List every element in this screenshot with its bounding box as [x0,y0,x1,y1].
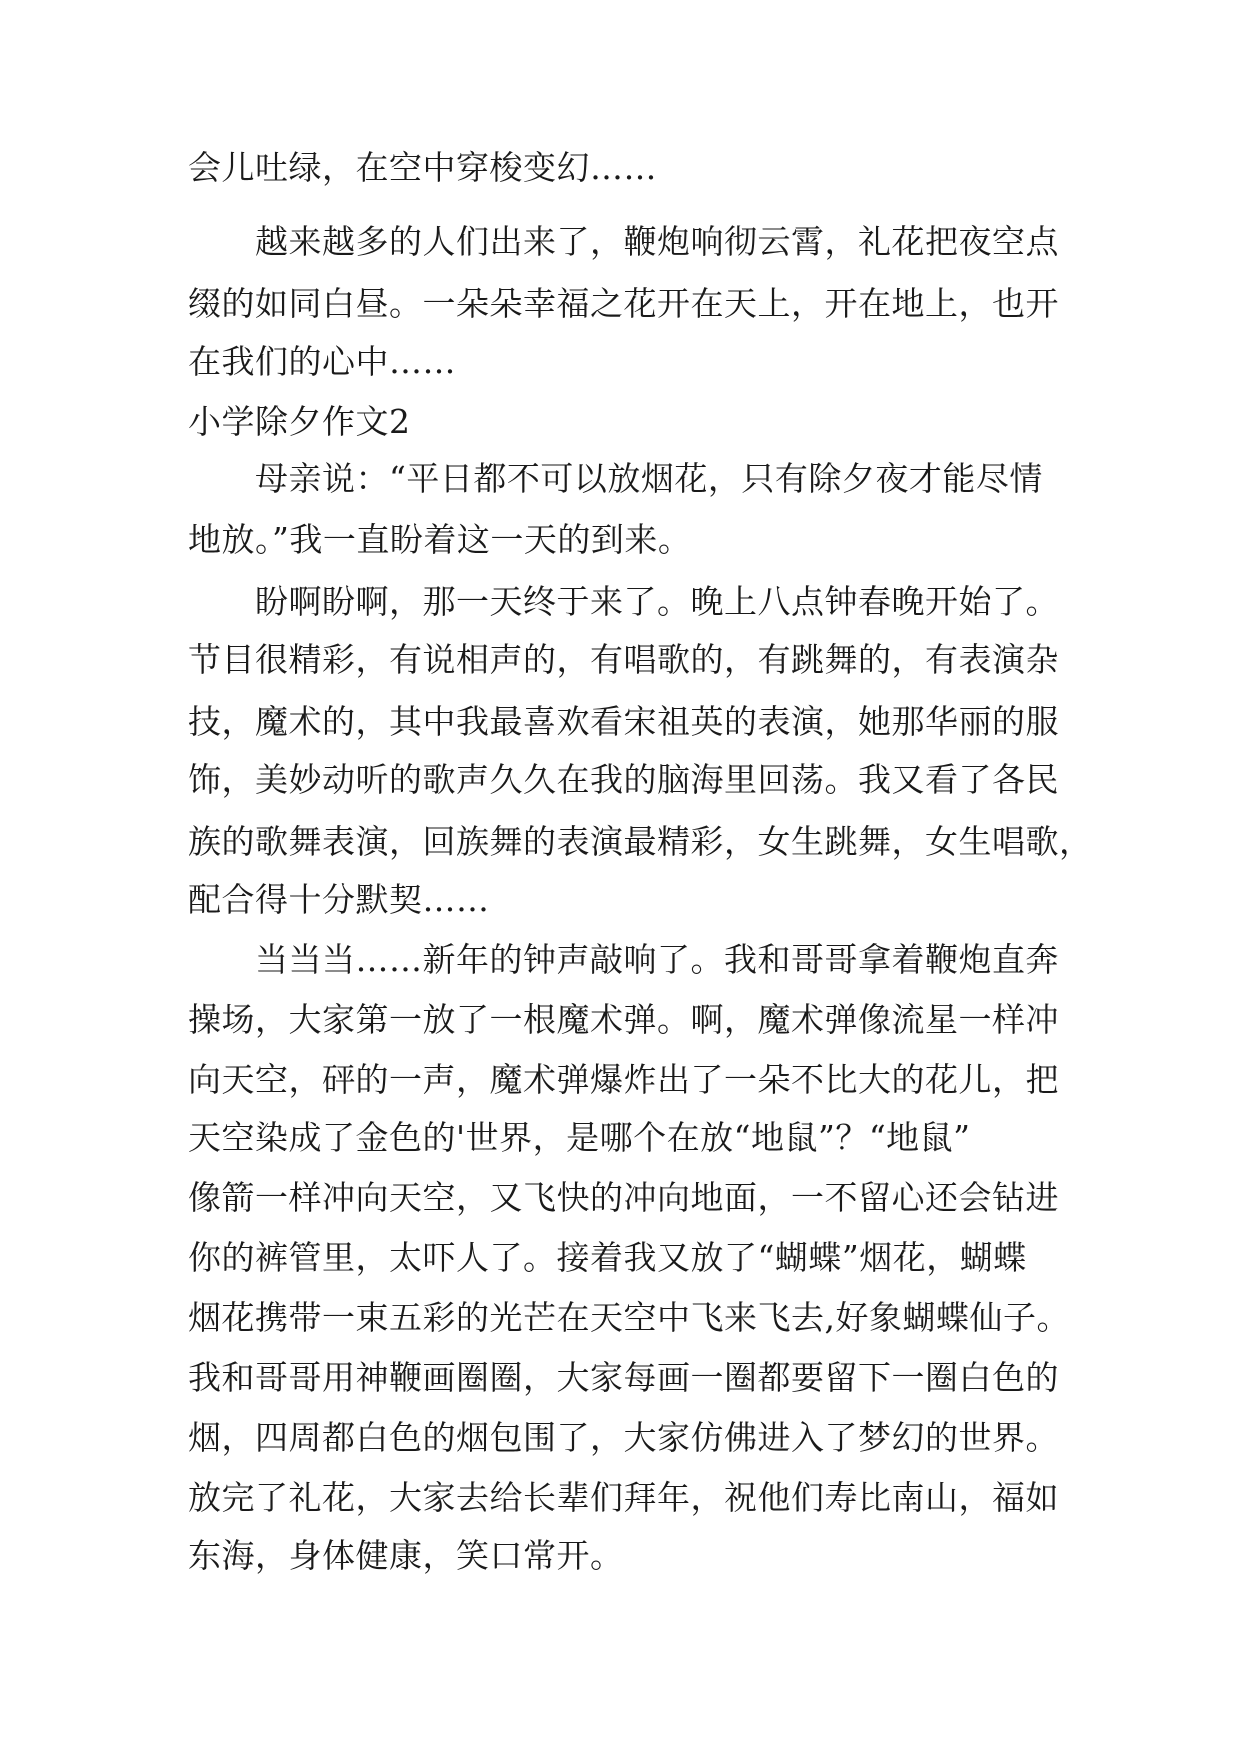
text-line: 向天空，砰的一声，魔术弹爆炸出了一朵不比大的花儿，把 [188,1060,1059,1099]
text-line: 族的歌舞表演，回族舞的表演最精彩，女生跳舞，女生唱歌， [188,822,1093,861]
paragraph-first-line: 母亲说：“平日都不可以放烟花，只有除夕夜才能尽情 [255,459,1043,498]
text-line: 地放。”我一直盼着这一天的到来。 [188,520,692,559]
paragraph-first-line: 当当当……新年的钟声敲响了。我和哥哥拿着鞭炮直奔 [255,940,1059,979]
text-line: 像箭一样冲向天空，又飞快的冲向地面，一不留心还会钻进 [188,1178,1059,1217]
text-line: 东海，身体健康，笑口常开。 [188,1536,624,1575]
paragraph-first-line: 盼啊盼啊，那一天终于来了。晚上八点钟春晚开始了。 [255,582,1059,621]
text-line: 放完了礼花，大家去给长辈们拜年，祝他们寿比南山，福如 [188,1478,1059,1517]
text-line: 我和哥哥用神鞭画圈圈，大家每画一圈都要留下一圈白色的 [188,1358,1059,1397]
text-line: 烟，四周都白色的烟包围了，大家仿佛进入了梦幻的世界。 [188,1418,1059,1457]
paragraph-first-line: 越来越多的人们出来了，鞭炮响彻云霄，礼花把夜空点 [255,222,1059,261]
text-line: 你的裤管里，太吓人了。接着我又放了“蝴蝶”烟花，蝴蝶 [188,1238,1027,1277]
text-line: 烟花携带一束五彩的光芒在天空中飞来飞去,好象蝴蝶仙子。 [188,1298,1070,1337]
text-line: 节目很精彩，有说相声的，有唱歌的，有跳舞的，有表演杂 [188,640,1059,679]
text-line: 操场，大家第一放了一根魔术弹。啊，魔术弹像流星一样冲 [188,1000,1059,1039]
text-line: 天空染成了金色的'世界，是哪个在放“地鼠”？“地鼠” [188,1118,971,1157]
text-line: 饰，美妙动听的歌声久久在我的脑海里回荡。我又看了各民 [188,760,1059,799]
text-line: 技，魔术的，其中我最喜欢看宋祖英的表演，她那华丽的服 [188,702,1059,741]
text-line: 缀的如同白昼。一朵朵幸福之花开在天上，开在地上，也开 [188,284,1059,323]
text-line: 在我们的心中…… [188,342,456,381]
text-line: 配合得十分默契…… [188,880,490,919]
section-heading: 小学除夕作文2 [188,402,411,441]
text-line: 会儿吐绿，在空中穿梭变幻…… [188,148,657,187]
